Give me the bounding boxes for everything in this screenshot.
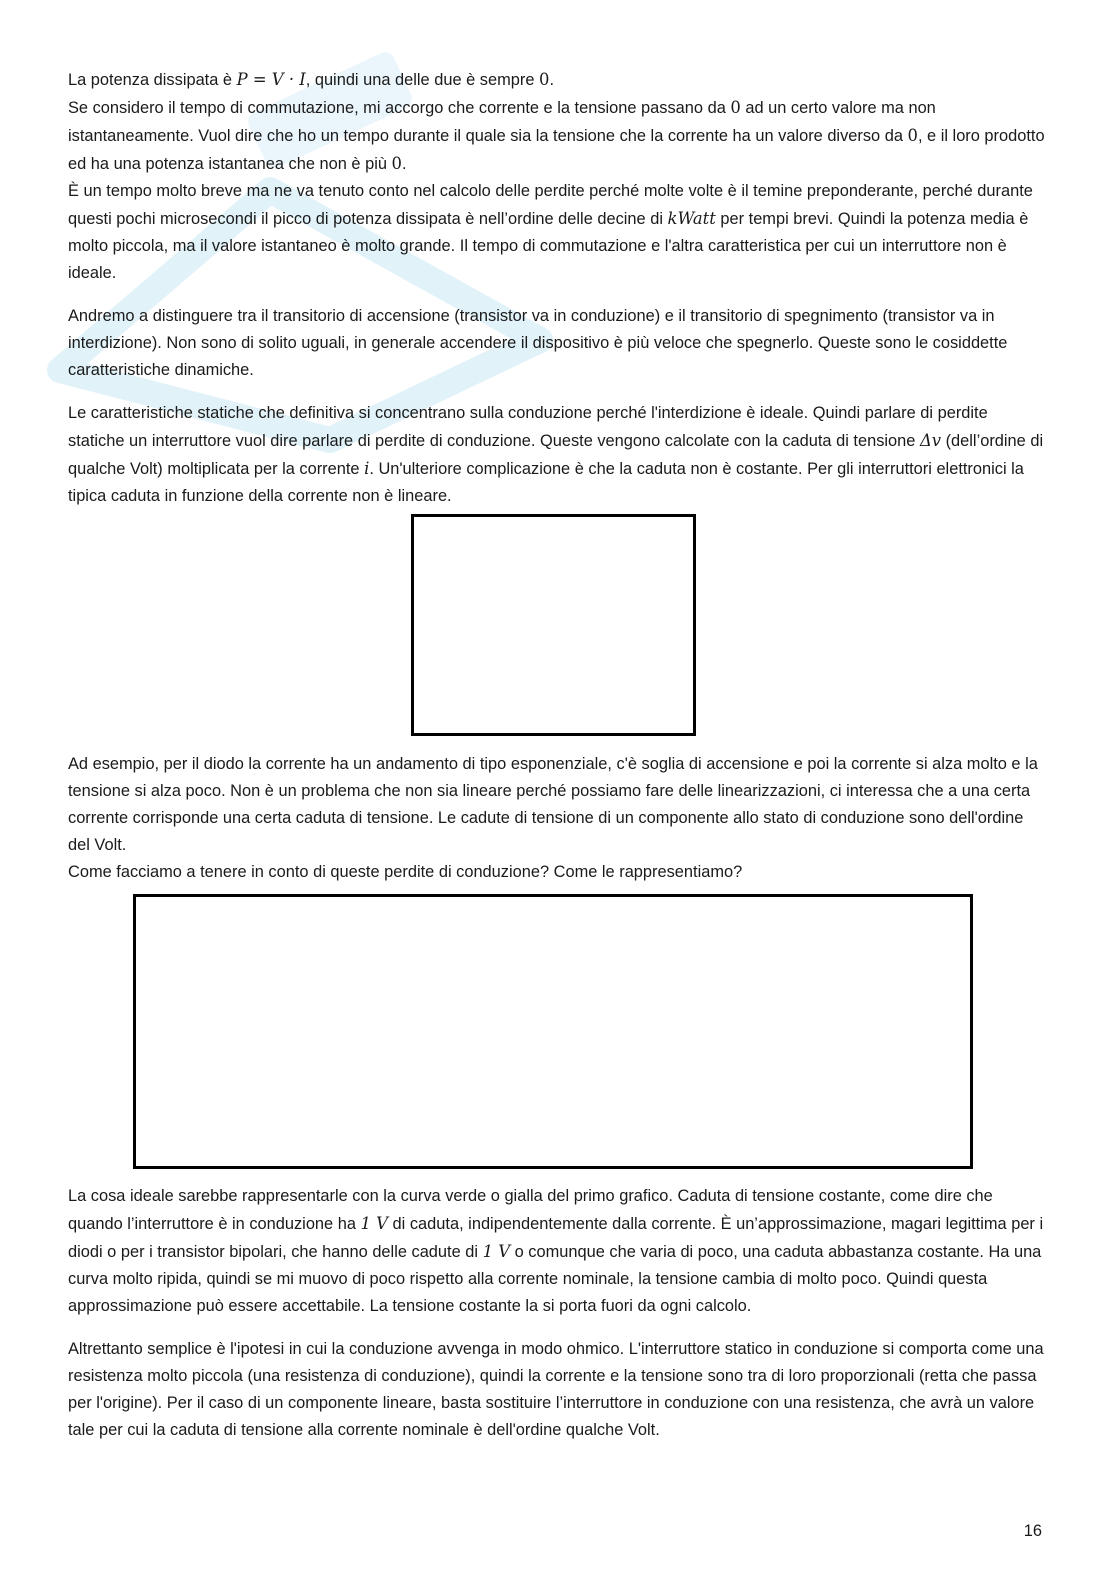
paragraph-6: Altrettanto semplice è l'ipotesi in cui la conduzione avvenga in modo ohmico. L'interruttore statico in conduzione si comporta come una resistenza molto piccola (una resistenza di conduzione), quindi la corrente e la tensione sono tra di loro proporzionali (retta che passa per l'origine). Per il caso di un componente lineare, basta sostituire l’interruttore in conduzione con una resistenza, che avrà un valore tale per cui la caduta di tensione alla corrente nominale è dell'ordine qualche Volt. xyxy=(68,1340,1044,1439)
math-zero: 0 xyxy=(539,70,550,89)
text: (dell’ordine di qualche Volt) moltiplicata per la corrente xyxy=(68,432,1044,478)
text: . xyxy=(401,155,407,173)
math-zero: 0 xyxy=(907,126,918,145)
figure-placeholder-2 xyxy=(133,894,973,1169)
text: . Un'ulteriore complicazione è che la caduta non è costante. Per gli interruttori elettronici la tipica caduta in funzione della corrente non è lineare. xyxy=(68,460,1024,505)
text: di caduta, indipendentemente dalla corrente. È un’approssimazione, magari legittima per i diodi o per i transistor bipolari, che hanno delle cadute di xyxy=(68,1215,1044,1261)
text: La cosa ideale sarebbe rappresentarle con la curva verde o gialla del primo grafico. Caduta di tensione costante, come dire che quando l’interruttore è in conduzione ha xyxy=(68,1187,993,1233)
paragraph-5 xyxy=(68,1183,1048,1320)
text: Le caratteristiche statiche che definitiva si concentrano sulla conduzione perché l'interdizione è ideale. Quindi parlare di perdite statiche un interruttore vuol dire parlare di perdite di conduzione. Queste vengono calcolate con la caduta di tensione xyxy=(68,404,988,450)
math-delta-v: Δv xyxy=(919,431,942,450)
formula-power: P = V · I xyxy=(236,70,306,89)
text: È un tempo molto breve ma ne va tenuto conto nel calcolo delle perdite perché molte volte è il temine preponderante, perché durante questi pochi microsecondi il picco di potenza dissipata è nell’ordine delle decine di xyxy=(68,182,1033,228)
page-number: 16 xyxy=(1023,1522,1042,1540)
math-i: i xyxy=(364,459,370,478)
paragraph-3 xyxy=(68,400,1048,510)
text: , e il loro prodotto ed ha una potenza istantanea che non è più xyxy=(68,127,1045,173)
math-1v: 1 V xyxy=(482,1242,511,1261)
text: ad un certo valore ma non istantaneamente. Vuol dire che ho un tempo durante il quale sia la tensione che la corrente ha un valore diverso da xyxy=(68,99,936,145)
figure-placeholder-1 xyxy=(411,514,696,736)
paragraph-4 xyxy=(68,751,1048,886)
page-content xyxy=(68,66,1048,1444)
math-kwatt: kWatt xyxy=(667,209,716,228)
text: , quindi una delle due è sempre xyxy=(305,71,539,89)
math-zero: 0 xyxy=(391,154,402,173)
text: La potenza dissipata è xyxy=(68,71,237,89)
paragraph-2: Andremo a distinguere tra il transitorio di accensione (transistor va in conduzione) e il transitorio di spegnimento (transistor va in interdizione). Non sono di solito uguali, in generale accendere il dispositivo è più veloce che spegnerlo. Queste sono le cosiddette caratteristiche dinamiche. xyxy=(68,307,1008,379)
text: . xyxy=(549,71,554,89)
math-zero: 0 xyxy=(730,98,741,117)
text: Come facciamo a tenere in conto di queste perdite di conduzione? Come le rappresentiamo? xyxy=(68,863,743,881)
text: Se considero il tempo di commutazione, mi accorgo che corrente e la tensione passano da xyxy=(68,99,731,117)
text: per tempi brevi. Quindi la potenza media è molto piccola, ma il valore istantaneo è molto grande. Il tempo di commutazione e l'altra caratteristica per cui un interruttore non è ideale. xyxy=(68,210,1029,282)
math-1v: 1 V xyxy=(360,1214,388,1233)
text: Ad esempio, per il diodo la corrente ha un andamento di tipo esponenziale, c'è soglia di accensione e poi la corrente si alza molto e la tensione si alza poco. Non è un problema che non sia lineare perché possiamo fare delle linearizzazioni, ci interessa che a una certa corrente corrisponde una certa caduta di tensione. Le cadute di tensione di un componente allo stato di conduzione sono dell'ordine del Volt. xyxy=(68,755,1038,854)
paragraph-1 xyxy=(68,66,1048,287)
text: o comunque che varia di poco, una caduta abbastanza costante. Ha una curva molto ripida, quindi se mi muovo di poco rispetto alla corrente nominale, la tensione cambia di molto poco. Quindi questa approssimazione può essere accettabile. La tensione costante la si porta fuori da ogni calcolo. xyxy=(68,1243,1042,1315)
